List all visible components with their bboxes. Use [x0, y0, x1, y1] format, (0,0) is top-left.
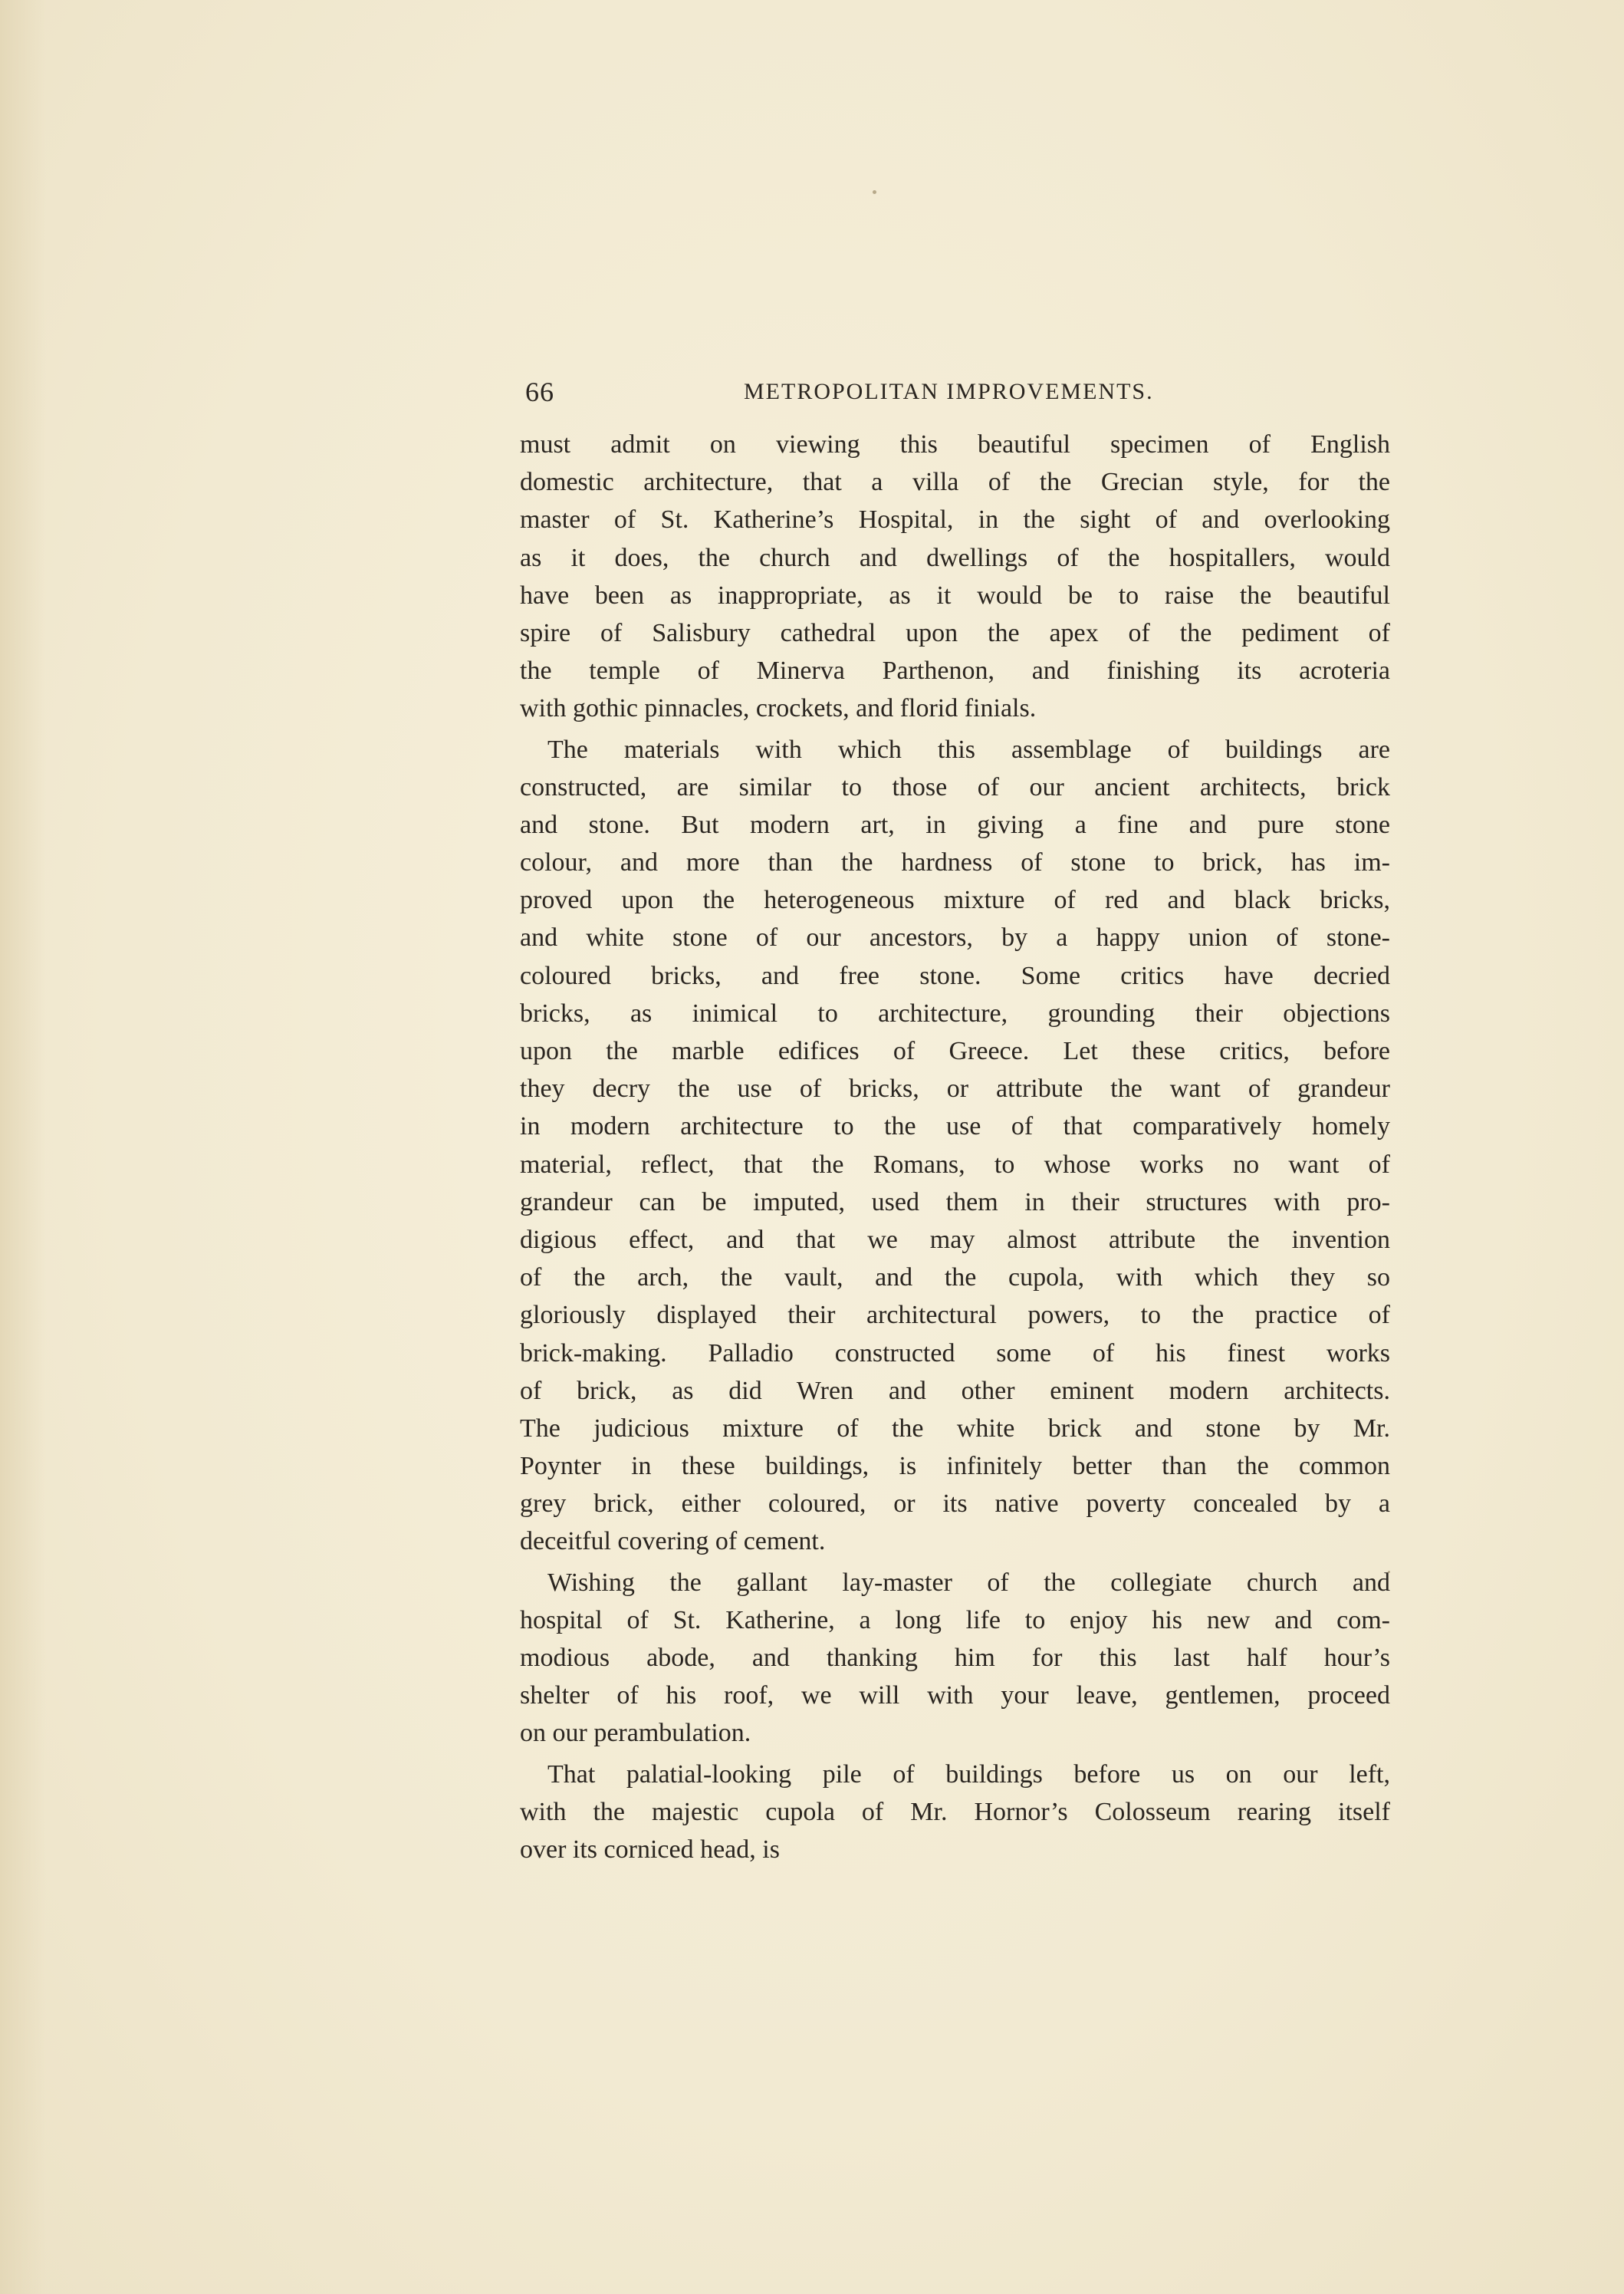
text-line: grandeur can be imputed, used them in their structures with pro- [520, 1187, 1390, 1216]
text-line: must admit on viewing this beautiful specimen of English [520, 430, 1390, 459]
text-line: digious effect, and that we may almost attribute the invention [520, 1225, 1390, 1254]
text-line: That palatial-looking pile of buildings before us on our left, [547, 1759, 1390, 1789]
text-line: with the majestic cupola of Mr. Hornor’s Colosseum rearing itself [520, 1797, 1390, 1826]
paragraph-continuation [520, 426, 1390, 728]
text-line: spire of Salisbury cathedral upon the apex of the pediment of [520, 618, 1390, 647]
page-number: 66 [525, 377, 554, 407]
text-line: Wishing the gallant lay-master of the collegiate church and [547, 1568, 1390, 1597]
text-line: grey brick, either coloured, or its native poverty concealed by a [520, 1489, 1390, 1519]
text-line: modious abode, and thanking him for this last half hour’s [520, 1644, 1390, 1672]
text-line: and stone. But modern art, in giving a fine and pure stone [520, 810, 1390, 839]
text-line: on our perambulation. [520, 1719, 751, 1748]
text-line: as it does, the church and dwellings of the hospitallers, would [520, 543, 1390, 572]
paragraph-wishing [520, 1564, 1390, 1753]
text-line: The materials with which this assemblage of buildings are [547, 735, 1390, 764]
text-line: have been as inappropriate, as it would be to raise the beautiful [520, 581, 1390, 610]
text-line: coloured bricks, and free stone. Some critics have decried [520, 961, 1390, 990]
text-line: they decry the use of bricks, or attribute the want of grandeur [520, 1075, 1390, 1104]
page-fold-shadow [0, 0, 46, 2294]
text-line: and white stone of our ancestors, by a happy union of stone- [520, 923, 1390, 953]
paper-speck [873, 190, 876, 194]
text-line: constructed, are similar to those of our ancient architects, brick [520, 772, 1390, 801]
text-line: the temple of Minerva Parthenon, and finishing its acroteria [520, 657, 1390, 686]
text-line: shelter of his roof, we will with your leave, gentlemen, proceed [520, 1681, 1390, 1710]
text-line: domestic architecture, that a villa of the Grecian style, for the [520, 468, 1390, 497]
running-title: METROPOLITAN IMPROVEMENTS. [744, 379, 1154, 404]
text-line: material, reflect, that the Romans, to whose works no want of [520, 1150, 1390, 1179]
text-line: Poynter in these buildings, is infinitely better than the common [520, 1452, 1390, 1481]
text-line: colour, and more than the hardness of stone to brick, has im- [520, 848, 1390, 877]
text-line: hospital of St. Katherine, a long life to enjoy his new and com- [520, 1605, 1390, 1634]
text-line: over its corniced head, is [520, 1835, 780, 1864]
text-line: bricks, as inimical to architecture, grounding their objections [520, 999, 1390, 1028]
text-line: brick-making. Palladio constructed some of his finest works [520, 1338, 1390, 1368]
text-line: The judicious mixture of the white brick and stone by Mr. [520, 1414, 1390, 1443]
text-line: of brick, as did Wren and other eminent modern architects. [520, 1376, 1390, 1405]
text-line: with gothic pinnacles, crockets, and florid finials. [520, 694, 1037, 723]
paragraph-palatial [520, 1756, 1390, 1869]
text-line: upon the marble edifices of Greece. Let these critics, before [520, 1037, 1390, 1065]
text-line: gloriously displayed their architectural powers, to the practice of [520, 1301, 1390, 1330]
text-line: deceitful covering of cement. [520, 1527, 826, 1556]
text-line: master of St. Katherine’s Hospital, in the sight of and overlooking [520, 505, 1390, 535]
text-line: proved upon the heterogeneous mixture of red and black bricks, [520, 886, 1390, 915]
running-header [525, 376, 1388, 414]
text-line: of the arch, the vault, and the cupola, with which they so [520, 1263, 1390, 1292]
text-line: in modern architecture to the use of that comparatively homely [520, 1112, 1390, 1141]
paragraph-materials [520, 731, 1390, 1561]
body-text [520, 426, 1390, 1868]
